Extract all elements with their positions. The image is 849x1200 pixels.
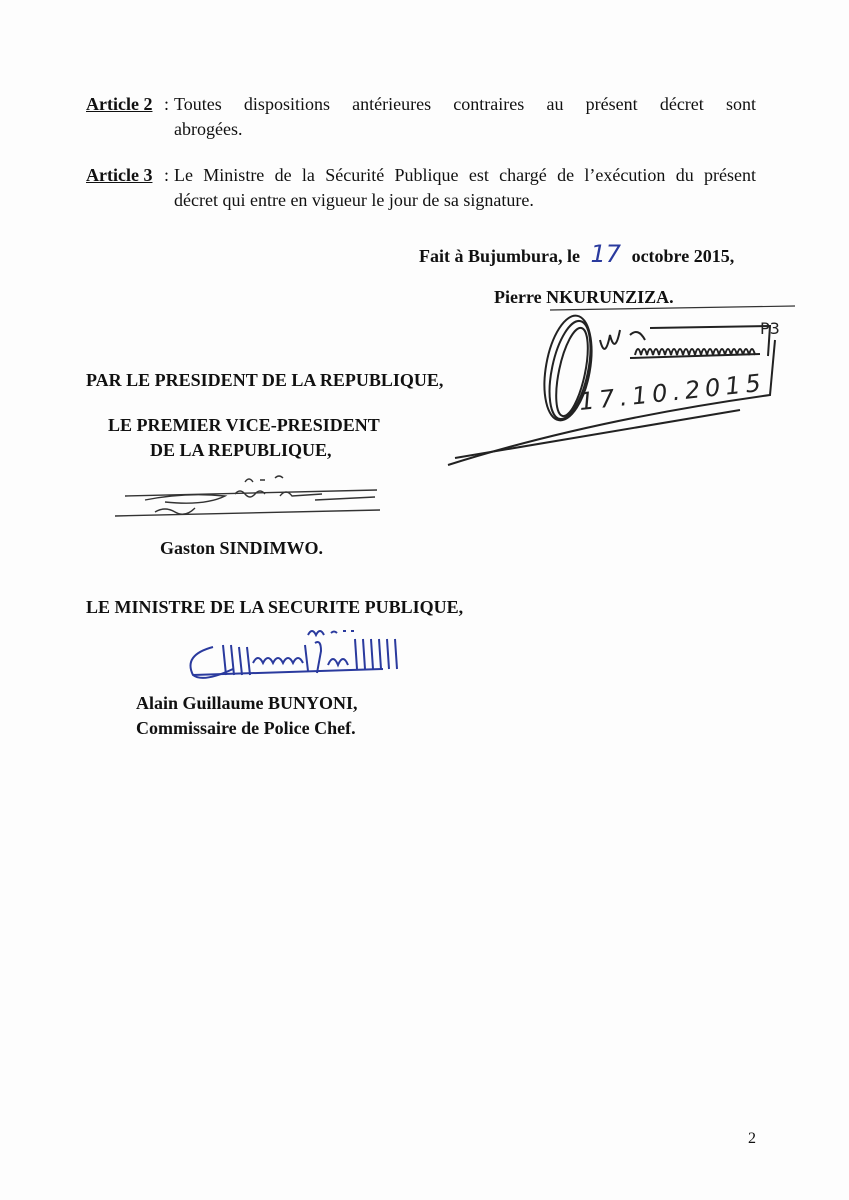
article-3-separator: : — [164, 165, 170, 185]
date-suffix: octobre 2015, — [631, 246, 735, 266]
page-number: 2 — [748, 1130, 756, 1147]
date-prefix: Fait à Bujumbura, le — [419, 246, 581, 266]
vice-president-title-line1: LE PREMIER VICE-PRESIDENT — [108, 415, 380, 435]
president-signature — [440, 300, 800, 475]
article-3 — [86, 163, 756, 210]
vice-president-title-line2: DE LA REPUBLIQUE, — [150, 440, 332, 460]
signature-mark: P3 — [760, 319, 780, 338]
vice-president-signature — [105, 470, 390, 525]
article-3-text-line1: Le Ministre de la Sécurité Publique est chargé de l’exécution du présent — [174, 165, 756, 185]
article-3-text-line2: décret qui entre en vigueur le jour de sa signature. — [174, 190, 534, 210]
minister-rank: Commissaire de Police Chef. — [136, 718, 356, 738]
article-2-label: Article 2 — [86, 94, 153, 114]
article-2-text-line2: abrogées. — [174, 119, 243, 139]
signature-date: 17.10.2015 — [577, 368, 768, 416]
article-2-text-line1: Toutes dispositions antérieures contraires au présent décret sont — [174, 94, 756, 114]
counter-signature-heading: PAR LE PRESIDENT DE LA REPUBLIQUE, — [86, 370, 444, 390]
minister-title: LE MINISTRE DE LA SECURITE PUBLIQUE, — [86, 597, 464, 617]
handwritten-day: 17 — [590, 240, 622, 268]
president-name: Pierre NKURUNZIZA. — [494, 287, 674, 307]
vice-president-name: Gaston SINDIMWO. — [160, 538, 324, 558]
date-line — [419, 240, 734, 268]
minister-signature — [183, 625, 413, 685]
article-2 — [86, 92, 756, 139]
article-2-separator: : — [164, 94, 170, 114]
article-3-label: Article 3 — [86, 165, 153, 185]
minister-name: Alain Guillaume BUNYONI, — [136, 693, 358, 713]
